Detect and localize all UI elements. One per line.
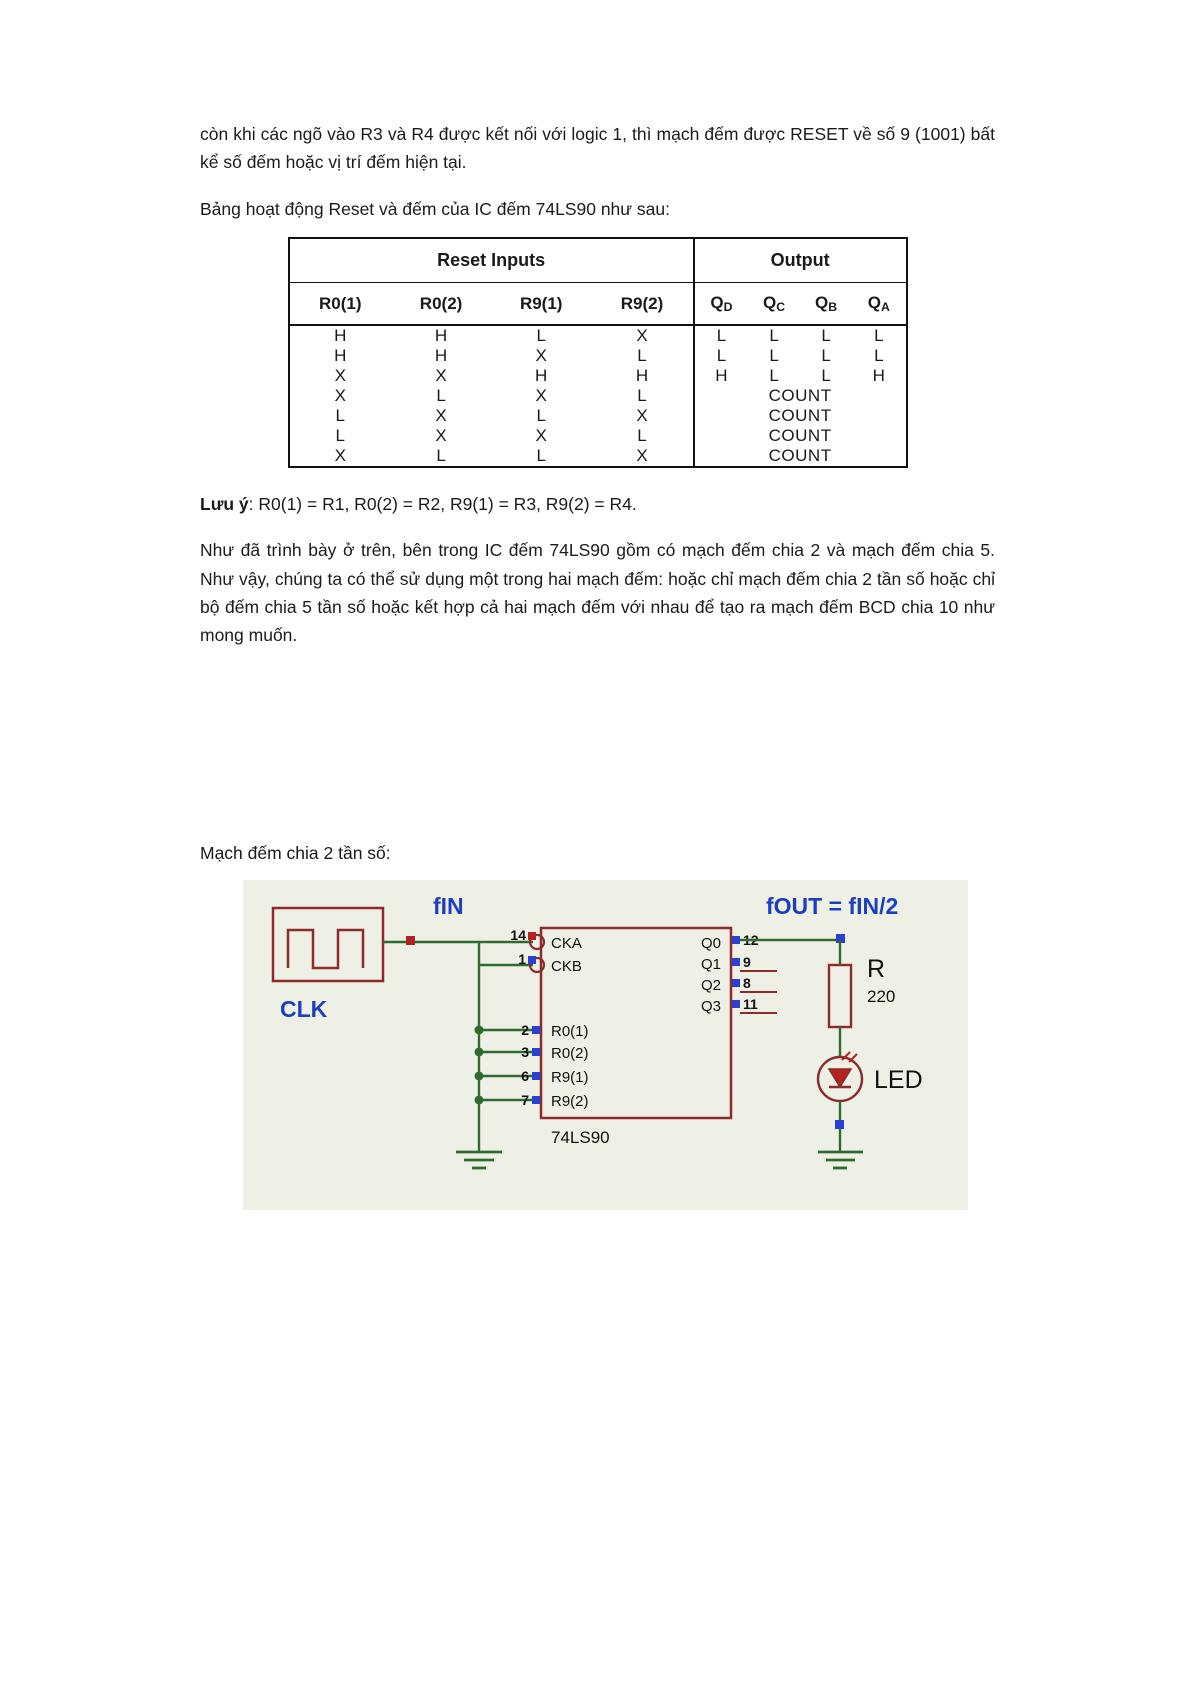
junction-dot xyxy=(475,1071,484,1080)
col-header-qc: $Q_C$ xyxy=(748,283,800,326)
col-header-qa: $Q_A$ xyxy=(852,283,906,326)
cell-r92: L xyxy=(637,426,647,446)
table-row xyxy=(289,386,907,406)
table-row xyxy=(289,446,907,467)
table-group-header-row xyxy=(289,238,907,283)
pin-marker-2 xyxy=(532,1026,540,1034)
col-header-r01: R0(1) xyxy=(289,283,391,326)
pin-label-cka: CKA xyxy=(551,934,582,952)
cell-r01: H xyxy=(334,326,347,346)
cell-r02: X xyxy=(435,426,447,446)
cell-r01: X xyxy=(334,386,346,406)
col-header-r92: R9(2) xyxy=(591,283,693,326)
pin-marker-7 xyxy=(532,1096,540,1104)
col-header-r02: R0(2) xyxy=(391,283,491,326)
cell-count: COUNT xyxy=(694,386,907,406)
cell-qb: L xyxy=(821,366,831,386)
junction-dot xyxy=(475,1047,484,1056)
pin-label-r92: R9(2) xyxy=(551,1092,589,1110)
label-led: LED xyxy=(874,1065,923,1094)
pin-marker-11 xyxy=(732,1000,740,1008)
paragraph-intro: còn khi các ngõ vào R3 và R4 được kết nối với logic 1, thì mạch đếm được RESET về số 9 (1001) bất kể số đếm hoặc vị trí đếm hiện tại. xyxy=(200,124,995,173)
cell-r91: L xyxy=(536,446,546,466)
cell-r02: X xyxy=(435,366,447,386)
cell-r92: X xyxy=(636,406,648,426)
col-header-qb: $Q_B$ xyxy=(800,283,852,326)
cell-r01: L xyxy=(335,406,345,426)
junction-dot xyxy=(475,1025,484,1034)
pin-label-q0: Q0 xyxy=(700,934,721,952)
col-header-qd: $Q_D$ xyxy=(694,283,748,326)
pin-label-q3: Q3 xyxy=(700,997,721,1015)
label-fin: fIN xyxy=(433,892,464,919)
pin-marker-14 xyxy=(528,932,536,940)
figure-caption: Mạch đếm chia 2 tần số: xyxy=(200,842,391,863)
pin-number-11: 11 xyxy=(743,995,758,1012)
cell-r01: X xyxy=(334,366,346,386)
cell-r01: H xyxy=(334,346,347,366)
col-header-r91: R9(1) xyxy=(491,283,591,326)
pin-label-r91: R9(1) xyxy=(551,1068,589,1086)
pin-number-14: 14 xyxy=(510,926,526,943)
cell-qb: L xyxy=(821,346,831,366)
pin-number-6: 6 xyxy=(521,1067,529,1084)
pin-number-3: 3 xyxy=(521,1043,529,1060)
truth-table-wrapper xyxy=(200,237,995,468)
label-fout: fOUT = fIN/2 xyxy=(766,892,899,919)
cell-r92: H xyxy=(635,366,649,386)
pin-label-r01: R0(1) xyxy=(551,1022,589,1040)
cell-r91: H xyxy=(535,366,548,386)
cell-r92: L xyxy=(637,386,647,406)
pin-marker-12 xyxy=(732,936,740,944)
table-row xyxy=(289,406,907,426)
label-clk: CLK xyxy=(280,995,328,1022)
cell-qd: L xyxy=(694,346,748,366)
cell-qa: L xyxy=(874,346,884,366)
pin-number-9: 9 xyxy=(743,953,751,970)
pin-number-7: 7 xyxy=(521,1091,529,1108)
node-marker-led-ground xyxy=(835,1120,844,1129)
pin-marker-9 xyxy=(732,958,740,966)
cell-r02: X xyxy=(435,406,447,426)
label-resistor-value: 220 xyxy=(867,986,896,1006)
pin-marker-3 xyxy=(532,1048,540,1056)
label-ic-name: 74LS90 xyxy=(551,1127,610,1147)
cell-r91: X xyxy=(535,346,547,366)
cell-r02: H xyxy=(434,326,448,346)
reset-count-truth-table xyxy=(288,237,908,468)
paragraph-note xyxy=(200,490,995,518)
junction-dot xyxy=(475,1095,484,1104)
cell-r92: L xyxy=(637,346,647,366)
cell-qc: L xyxy=(769,346,779,366)
cell-r02: H xyxy=(434,346,448,366)
pin-label-q1: Q1 xyxy=(700,955,721,973)
table-row xyxy=(289,366,907,386)
cell-r02: L xyxy=(436,446,446,466)
cell-r91: X xyxy=(535,426,547,446)
cell-qd: L xyxy=(694,325,748,346)
cell-r91: L xyxy=(536,326,546,346)
cell-qa: H xyxy=(872,366,885,386)
pin-number-8: 8 xyxy=(743,974,751,991)
cell-r01: L xyxy=(335,426,345,446)
document-content xyxy=(200,120,995,1210)
cell-qc: L xyxy=(769,366,779,386)
pin-label-q2: Q2 xyxy=(700,976,721,994)
paragraph-table-intro: Bảng hoạt động Reset và đếm của IC đếm 74LS90 như sau: xyxy=(200,198,670,219)
cell-r92: X xyxy=(636,446,648,466)
cell-r02: L xyxy=(436,386,446,406)
cell-qd: H xyxy=(694,366,748,386)
cell-r91: X xyxy=(535,386,547,406)
cell-r01: X xyxy=(334,446,346,466)
table-column-header-row xyxy=(289,283,907,326)
cell-qb: L xyxy=(821,326,831,346)
cell-qa: L xyxy=(874,326,884,346)
label-resistor: R xyxy=(867,954,886,983)
cell-count: COUNT xyxy=(694,446,907,467)
pin-number-12: 12 xyxy=(743,931,759,948)
table-row xyxy=(289,426,907,446)
circuit-diagram xyxy=(243,880,968,1210)
pin-label-ckb: CKB xyxy=(551,957,582,975)
table-row xyxy=(289,325,907,346)
cell-qc: L xyxy=(769,326,779,346)
pin-marker-8 xyxy=(732,979,740,987)
note-text: : R0(1) = R1, R0(2) = R2, R9(1) = R3, R9(2) = R4. xyxy=(248,494,637,515)
group-header-reset-inputs: Reset Inputs xyxy=(289,238,694,283)
pin-number-2: 2 xyxy=(521,1021,529,1038)
note-label: Lưu ý xyxy=(200,494,249,515)
node-marker-fin xyxy=(406,936,415,945)
group-header-output: Output xyxy=(694,238,907,283)
pin-marker-6 xyxy=(532,1072,540,1080)
pin-marker-1 xyxy=(528,956,536,964)
paragraph-explanation: Như đã trình bày ở trên, bên trong IC đếm 74LS90 gồm có mạch đếm chia 2 và mạch đếm chia 5. Như vậy, chúng ta có thể sử dụng một trong hai mạch đếm: hoặc chỉ mạch đếm chia 2 tần số hoặc chỉ bộ đếm chia 5 tần số hoặc kết hợp cả hai mạch đếm với nhau để tạo ra mạch đếm BCD chia 10 như mong muốn. xyxy=(200,540,995,646)
cell-count: COUNT xyxy=(694,406,907,426)
cell-r92: X xyxy=(636,326,648,346)
pin-number-1: 1 xyxy=(518,950,526,967)
table-row xyxy=(289,346,907,366)
vertical-spacer xyxy=(200,668,995,843)
cell-count: COUNT xyxy=(694,426,907,446)
cell-r91: L xyxy=(536,406,546,426)
pin-label-r02: R0(2) xyxy=(551,1044,589,1062)
